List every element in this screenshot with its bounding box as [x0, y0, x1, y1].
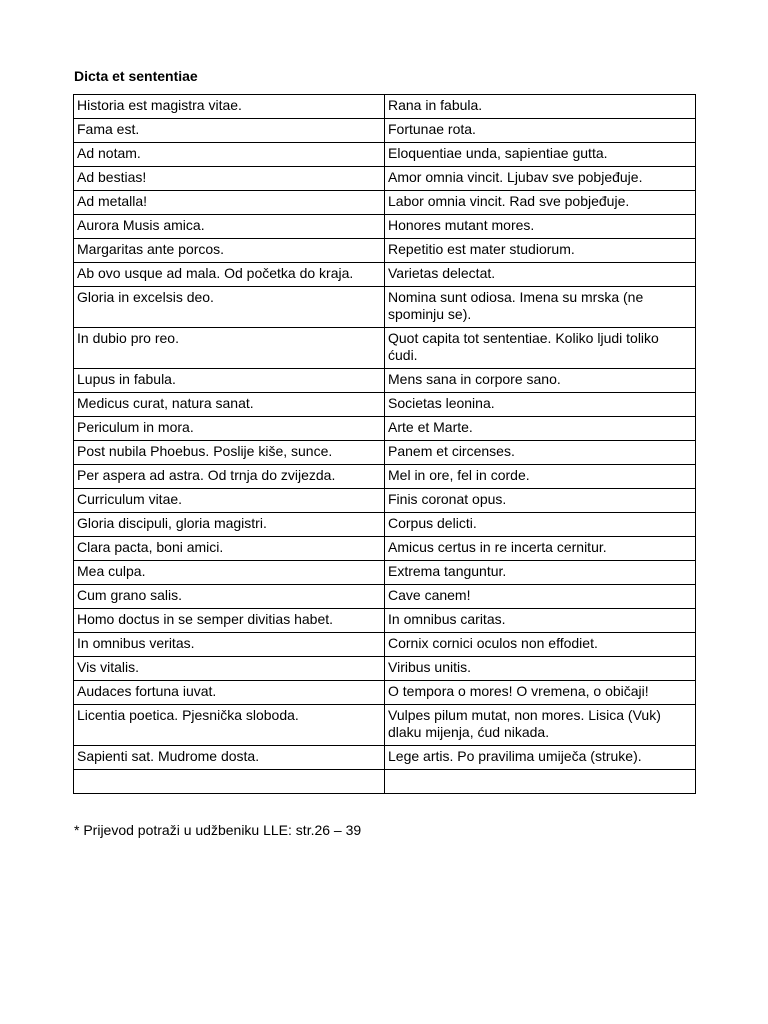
- table-cell-right: Varietas delectat.: [385, 263, 696, 287]
- table-row: [74, 191, 696, 215]
- table-cell-left: Ad metalla!: [74, 191, 385, 215]
- table-cell-left: [74, 770, 385, 794]
- table-cell-right: Viribus unitis.: [385, 657, 696, 681]
- table-cell-right: Amicus certus in re incerta cernitur.: [385, 537, 696, 561]
- table-cell-left: Ad bestias!: [74, 167, 385, 191]
- table-cell-left: Gloria in excelsis deo.: [74, 287, 385, 328]
- table-cell-left: Historia est magistra vitae.: [74, 95, 385, 119]
- table-cell-right: Finis coronat opus.: [385, 489, 696, 513]
- table-row: [74, 328, 696, 369]
- table-row: [74, 287, 696, 328]
- footnote: * Prijevod potraži u udžbeniku LLE: str.26 – 39: [74, 822, 362, 838]
- table-row: [74, 657, 696, 681]
- table-cell-left: Licentia poetica. Pjesnička sloboda.: [74, 705, 385, 746]
- table-row: [74, 681, 696, 705]
- table-cell-left: Curriculum vitae.: [74, 489, 385, 513]
- table-row: [74, 705, 696, 746]
- table-cell-right: Honores mutant mores.: [385, 215, 696, 239]
- table-cell-right: Labor omnia vincit. Rad sve pobjeđuje.: [385, 191, 696, 215]
- sayings-table-body: [74, 95, 696, 794]
- table-cell-right: Cave canem!: [385, 585, 696, 609]
- table-cell-left: Medicus curat, natura sanat.: [74, 393, 385, 417]
- table-cell-left: Periculum in mora.: [74, 417, 385, 441]
- table-row: [74, 770, 696, 794]
- document-title: Dicta et sententiae: [74, 68, 198, 84]
- table-row: [74, 465, 696, 489]
- table-cell-right: Repetitio est mater studiorum.: [385, 239, 696, 263]
- table-cell-right: Extrema tanguntur.: [385, 561, 696, 585]
- table-cell-right: In omnibus caritas.: [385, 609, 696, 633]
- table-row: [74, 95, 696, 119]
- table-cell-left: Lupus in fabula.: [74, 369, 385, 393]
- table-cell-left: Ad notam.: [74, 143, 385, 167]
- table-cell-left: Post nubila Phoebus. Poslije kiše, sunce.: [74, 441, 385, 465]
- table-cell-right: Rana in fabula.: [385, 95, 696, 119]
- table-cell-right: Eloquentiae unda, sapientiae gutta.: [385, 143, 696, 167]
- table-cell-right: Vulpes pilum mutat, non mores. Lisica (Vuk) dlaku mijenja, ćud nikada.: [385, 705, 696, 746]
- table-cell-right: Fortunae rota.: [385, 119, 696, 143]
- table-cell-right: Societas leonina.: [385, 393, 696, 417]
- table-cell-left: Sapienti sat. Mudrome dosta.: [74, 746, 385, 770]
- table-cell-right: Arte et Marte.: [385, 417, 696, 441]
- table-row: [74, 561, 696, 585]
- table-cell-left: Homo doctus in se semper divitias habet.: [74, 609, 385, 633]
- table-row: [74, 263, 696, 287]
- table-row: [74, 537, 696, 561]
- table-row: [74, 167, 696, 191]
- table-cell-left: Clara pacta, boni amici.: [74, 537, 385, 561]
- table-row: [74, 633, 696, 657]
- table-cell-left: Fama est.: [74, 119, 385, 143]
- table-row: [74, 417, 696, 441]
- table-row: [74, 585, 696, 609]
- table-row: [74, 369, 696, 393]
- table-cell-left: Margaritas ante porcos.: [74, 239, 385, 263]
- table-cell-left: In omnibus veritas.: [74, 633, 385, 657]
- table-cell-left: Gloria discipuli, gloria magistri.: [74, 513, 385, 537]
- table-cell-left: Vis vitalis.: [74, 657, 385, 681]
- table-cell-right: Panem et circenses.: [385, 441, 696, 465]
- table-cell-left: Ab ovo usque ad mala. Od početka do kraja.: [74, 263, 385, 287]
- table-cell-right: Corpus delicti.: [385, 513, 696, 537]
- table-cell-right: Mel in ore, fel in corde.: [385, 465, 696, 489]
- table-cell-right: [385, 770, 696, 794]
- table-cell-left: Audaces fortuna iuvat.: [74, 681, 385, 705]
- table-cell-right: Nomina sunt odiosa. Imena su mrska (ne spominju se).: [385, 287, 696, 328]
- table-row: [74, 746, 696, 770]
- table-cell-left: Aurora Musis amica.: [74, 215, 385, 239]
- table-row: [74, 513, 696, 537]
- table-row: [74, 441, 696, 465]
- table-cell-left: Mea culpa.: [74, 561, 385, 585]
- table-cell-left: In dubio pro reo.: [74, 328, 385, 369]
- table-cell-right: Amor omnia vincit. Ljubav sve pobjeđuje.: [385, 167, 696, 191]
- table-cell-left: Cum grano salis.: [74, 585, 385, 609]
- table-row: [74, 489, 696, 513]
- table-row: [74, 119, 696, 143]
- table-row: [74, 239, 696, 263]
- table-cell-right: O tempora o mores! O vremena, o običaji!: [385, 681, 696, 705]
- table-cell-right: Lege artis. Po pravilima umiječa (struke).: [385, 746, 696, 770]
- table-row: [74, 215, 696, 239]
- sayings-table: [73, 94, 696, 794]
- table-cell-right: Quot capita tot sententiae. Koliko ljudi toliko ćudi.: [385, 328, 696, 369]
- table-row: [74, 143, 696, 167]
- table-row: [74, 609, 696, 633]
- table-cell-right: Cornix cornici oculos non effodiet.: [385, 633, 696, 657]
- table-cell-right: Mens sana in corpore sano.: [385, 369, 696, 393]
- table-cell-left: Per aspera ad astra. Od trnja do zvijezda.: [74, 465, 385, 489]
- table-row: [74, 393, 696, 417]
